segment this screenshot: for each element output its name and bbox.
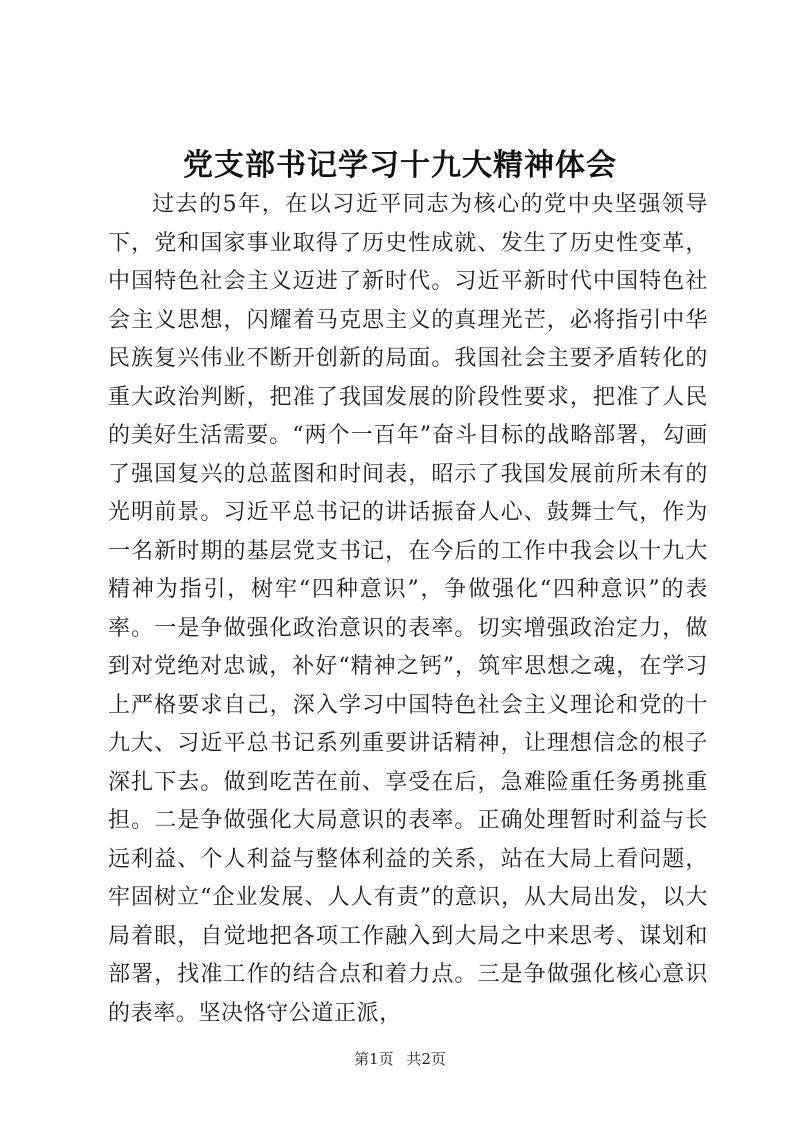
current-page-label: 第1页 xyxy=(354,1050,394,1068)
document-body-paragraph: 过去的5年，在以习近平同志为核心的党中央坚强领导下，党和国家事业取得了历史性成就、发生了历史性变革，中国特色社会主义迈进了新时代。习近平新时代中国特色社会主义思想，闪耀着马克思主义的真理光芒，必将指引中华民族复兴伟业不断开创新的局面。我国社会主要矛盾转化的重大政治判断，把准了我国发展的阶段性要求，把准了人民的美好生活需要。“两个一百年”奋斗目标的战略部署，勾画了强国复兴的总蓝图和时间表，昭示了我国发展前所未有的光明前景。习近平总书记的讲话振奋人心、鼓舞士气，作为一名新时期的基层党支书记，在今后的工作中我会以十九大精神为指引，树牢“四种意识”，争做强化“四种意识”的表率。一是争做强化政治意识的表率。切实增强政治定力，做到对党绝对忠诚，补好“精神之钙”，筑牢思想之魂，在学习上严格要求自己，深入学习中国特色社会主义理论和党的十九大、习近平总书记系列重要讲话精神，让理想信念的根子深扎下去。做到吃苦在前、享受在后，急难险重任务勇挑重担。二是争做强化大局意识的表率。正确处理暂时利益与长远利益、个人利益与整体利益的关系，站在大局上看问题，牢固树立“企业发展、人人有责”的意识，从大局出发，以大局着眼，自觉地把各项工作融入到大局之中来思考、谋划和部署，找准工作的结合点和着力点。三是争做强化核心意识的表率。坚决恪守公道正派， xyxy=(108,192,708,1026)
total-pages-label: 共2页 xyxy=(406,1050,446,1068)
page-footer xyxy=(0,1048,800,1069)
document-title: 党支部书记学习十九大精神体会 xyxy=(183,148,617,183)
